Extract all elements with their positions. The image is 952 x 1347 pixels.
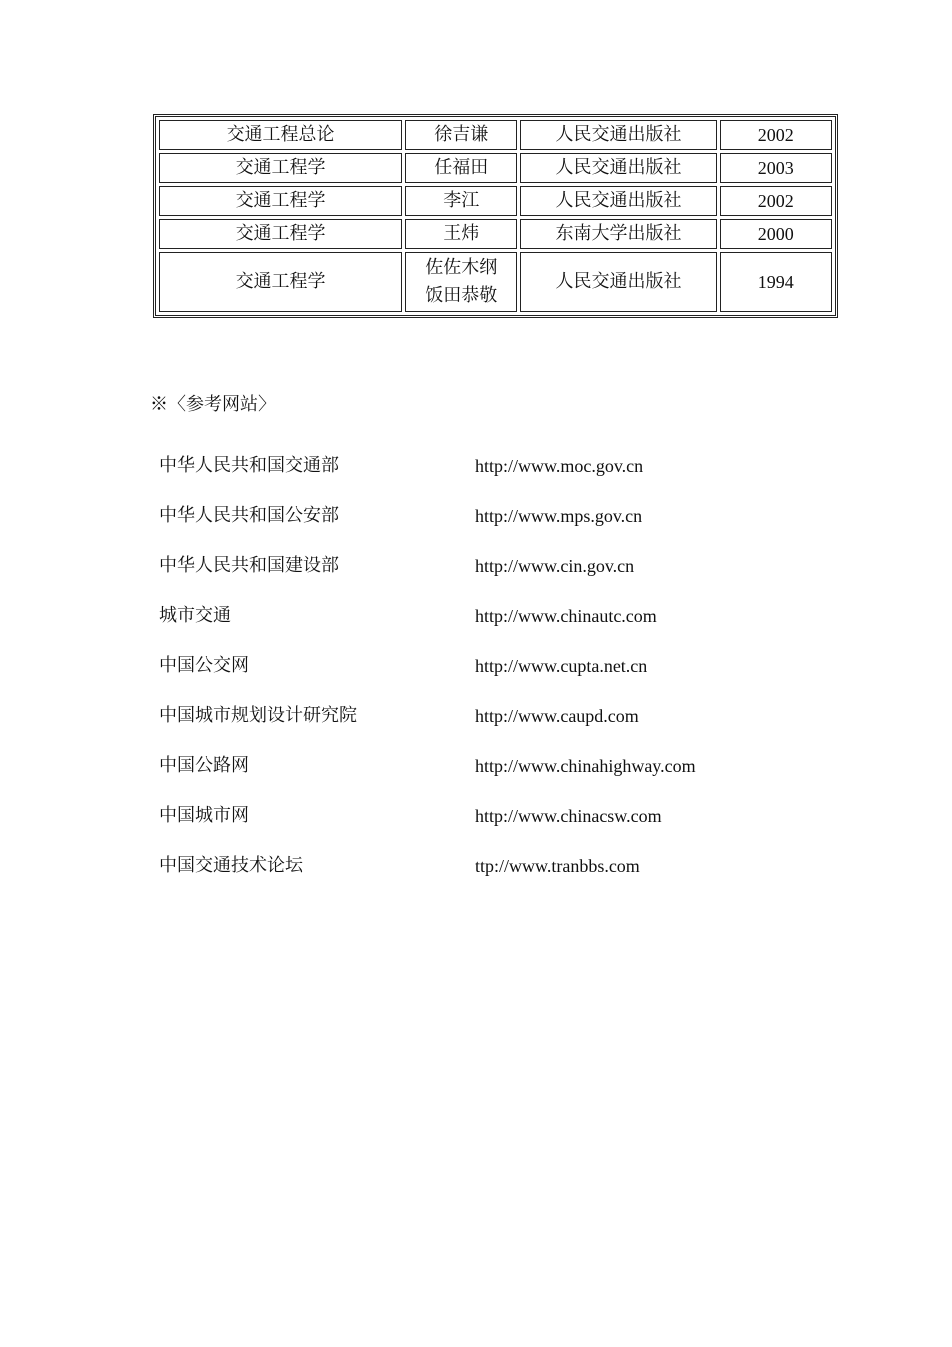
site-name: 中华人民共和国交通部 <box>159 455 339 476</box>
site-url: http://www.chinacsw.com <box>475 806 662 826</box>
table-row <box>159 252 832 312</box>
book-publisher-cell: 东南大学出版社 <box>520 219 716 249</box>
book-author-cell: 徐吉谦 <box>405 120 517 150</box>
list-item <box>159 702 799 752</box>
list-item <box>159 502 799 552</box>
book-title-cell: 交通工程学 <box>159 186 402 216</box>
site-url: http://www.chinautc.com <box>475 606 657 626</box>
book-author-line: 饭田恭敬 <box>425 285 498 306</box>
table-row <box>159 153 832 183</box>
list-item <box>159 652 799 702</box>
book-title-cell: 交通工程学 <box>159 153 402 183</box>
site-url: http://www.moc.gov.cn <box>475 456 644 476</box>
book-year-cell: 2002 <box>720 186 832 216</box>
book-year-cell: 1994 <box>720 252 832 312</box>
list-item <box>159 852 799 902</box>
book-author-cell: 李江 <box>405 186 517 216</box>
list-item <box>159 452 799 502</box>
list-item <box>159 752 799 802</box>
site-name: 中华人民共和国建设部 <box>159 555 339 576</box>
book-title-cell: 交通工程学 <box>159 252 402 312</box>
book-publisher-cell: 人民交通出版社 <box>520 186 716 216</box>
site-url: http://www.cupta.net.cn <box>475 656 648 676</box>
reference-sites-heading: ※〈参考网站〉 <box>150 394 276 415</box>
list-item <box>159 802 799 852</box>
book-title-cell: 交通工程总论 <box>159 120 402 150</box>
book-reference-table <box>153 114 838 318</box>
site-name: 中国城市规划设计研究院 <box>159 705 357 726</box>
list-item <box>159 552 799 602</box>
site-name: 中国公交网 <box>159 655 249 676</box>
reference-sites-list <box>159 452 799 902</box>
book-author-line: 佐佐木纲 <box>425 257 498 278</box>
book-author-cell: 任福田 <box>405 153 517 183</box>
site-url: ttp://www.tranbbs.com <box>475 856 640 876</box>
table-row <box>159 120 832 150</box>
table-row <box>159 186 832 216</box>
site-name: 中国城市网 <box>159 805 249 826</box>
book-publisher-cell: 人民交通出版社 <box>520 252 716 312</box>
site-url: http://www.caupd.com <box>475 706 639 726</box>
site-name: 中国交通技术论坛 <box>159 855 303 876</box>
book-publisher-cell: 人民交通出版社 <box>520 153 716 183</box>
site-name: 中华人民共和国公安部 <box>159 505 339 526</box>
book-title-cell: 交通工程学 <box>159 219 402 249</box>
site-url: http://www.cin.gov.cn <box>475 556 635 576</box>
table-row <box>159 219 832 249</box>
site-url: http://www.mps.gov.cn <box>475 506 643 526</box>
book-year-cell: 2000 <box>720 219 832 249</box>
site-name: 中国公路网 <box>159 755 249 776</box>
site-name: 城市交通 <box>159 605 231 626</box>
book-author-cell <box>405 252 517 312</box>
book-author-cell: 王炜 <box>405 219 517 249</box>
list-item <box>159 602 799 652</box>
book-year-cell: 2003 <box>720 153 832 183</box>
book-year-cell: 2002 <box>720 120 832 150</box>
site-url: http://www.chinahighway.com <box>475 756 696 776</box>
book-publisher-cell: 人民交通出版社 <box>520 120 716 150</box>
